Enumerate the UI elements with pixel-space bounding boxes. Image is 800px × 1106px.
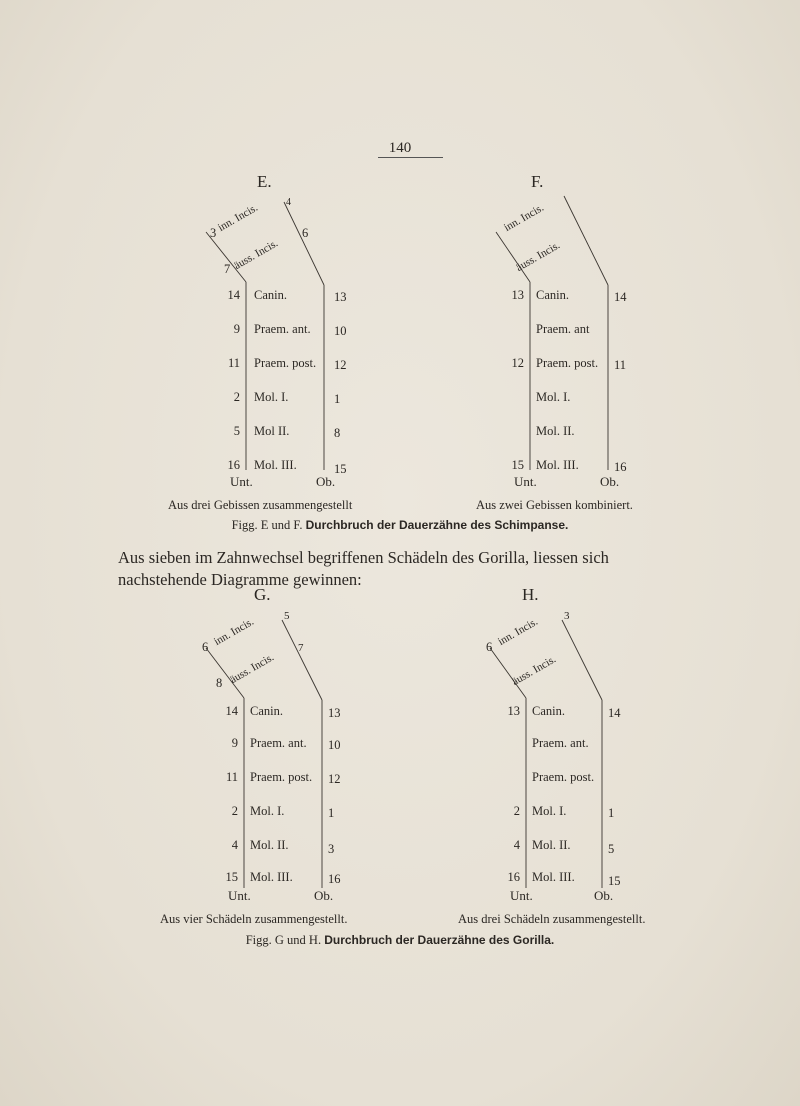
h-row-left-number: 16 bbox=[507, 870, 520, 884]
g-lower-jaw-label: Unt. bbox=[228, 888, 251, 903]
h-row-left-number: 13 bbox=[507, 704, 520, 718]
g-row-left-number: 11 bbox=[225, 770, 238, 784]
e-row-tooth-name: Praem. ant. bbox=[254, 322, 311, 336]
e-row-left-number: 9 bbox=[233, 322, 240, 336]
figure-caption-ef-title: Durchbruch der Dauerzähne des Schimpanse. bbox=[305, 518, 569, 532]
h-row-tooth-name: Praem. post. bbox=[532, 770, 595, 784]
f-row-right-number: 14 bbox=[614, 290, 627, 304]
h-row-right-number: 5 bbox=[608, 842, 615, 856]
h-row-left-number: 4 bbox=[513, 838, 520, 852]
e-row-left-number: 2 bbox=[233, 390, 240, 404]
g-upper-right-number: 5 bbox=[284, 610, 290, 622]
f-row-left-number: 12 bbox=[511, 356, 524, 370]
h-upper-right-number: 3 bbox=[564, 610, 570, 622]
h-upper-jaw-label: Ob. bbox=[594, 888, 614, 903]
figure-caption-gh-title: Durchbruch der Dauerzähne des Gorilla. bbox=[324, 933, 555, 947]
f-caption: Aus zwei Gebissen kombiniert. bbox=[476, 498, 633, 512]
f-outer-incisor-label: äuss. Incis. bbox=[514, 239, 563, 274]
diagram-h-letter: H. bbox=[522, 585, 539, 604]
e-lower-jaw-label: Unt. bbox=[230, 474, 253, 489]
h-lower-jaw-label: Unt. bbox=[510, 888, 533, 903]
g-row-tooth-name: Mol. I. bbox=[250, 804, 285, 818]
e-upper-right-slant bbox=[284, 202, 324, 285]
diagram-e-letter: E. bbox=[257, 172, 272, 191]
f-row-right-number: 11 bbox=[614, 358, 627, 372]
h-row-right-number: 15 bbox=[608, 874, 621, 888]
g-inner-incisor-label: inn. Incis. bbox=[212, 615, 256, 648]
e-inner-incisor-label: inn. Incis. bbox=[216, 201, 260, 234]
g-row-left-number: 4 bbox=[231, 838, 238, 852]
e-row-right-number: 8 bbox=[334, 426, 341, 440]
g-caption: Aus vier Schädeln zusammengestellt. bbox=[160, 912, 348, 926]
e-row-left-number: 16 bbox=[227, 458, 240, 472]
h-caption: Aus drei Schädeln zusammengestellt. bbox=[458, 912, 646, 926]
h-row-tooth-name: Praem. ant. bbox=[532, 736, 589, 750]
g-row-tooth-name: Canin. bbox=[250, 704, 283, 718]
e-outer-incisor-label: äuss. Incis. bbox=[232, 237, 281, 272]
f-row-tooth-name: Canin. bbox=[536, 288, 569, 302]
h-row-tooth-name: Canin. bbox=[532, 704, 565, 718]
diagram-g-letter: G. bbox=[254, 585, 271, 604]
figure-caption-ef bbox=[0, 518, 800, 533]
f-row-tooth-name: Mol. I. bbox=[536, 390, 571, 404]
h-inner-incisor-label: inn. Incis. bbox=[496, 615, 540, 648]
g-row-left-number: 14 bbox=[225, 704, 238, 718]
e-lower-left-number: 7 bbox=[224, 262, 231, 276]
g-row-right-number: 12 bbox=[328, 772, 341, 786]
h-row-right-number: 14 bbox=[608, 706, 621, 720]
figure-caption-ef-prefix: Figg. E und F. bbox=[231, 518, 303, 532]
e-row-right-number: 10 bbox=[334, 324, 347, 338]
e-row-left-number: 14 bbox=[227, 288, 240, 302]
e-upper-left-number: 3 bbox=[210, 226, 217, 240]
f-row-tooth-name: Praem. post. bbox=[536, 356, 599, 370]
g-row-tooth-name: Praem. ant. bbox=[250, 736, 307, 750]
e-row-tooth-name: Canin. bbox=[254, 288, 287, 302]
h-outer-incisor-label: äuss. Incis. bbox=[510, 653, 559, 688]
g-row-right-number: 16 bbox=[328, 872, 341, 886]
f-row-tooth-name: Mol. III. bbox=[536, 458, 579, 472]
e-row-tooth-name: Mol. III. bbox=[254, 458, 297, 472]
h-row-right-number: 1 bbox=[608, 806, 615, 820]
g-row-left-number: 2 bbox=[231, 804, 238, 818]
g-row-right-number: 3 bbox=[328, 842, 335, 856]
h-upper-left-number: 6 bbox=[486, 640, 493, 654]
g-row-tooth-name: Mol. III. bbox=[250, 870, 293, 884]
h-row-tooth-name: Mol. II. bbox=[532, 838, 571, 852]
h-row-left-number: 2 bbox=[513, 804, 520, 818]
e-row-right-number: 1 bbox=[334, 392, 341, 406]
e-caption: Aus drei Gebissen zusammengestellt bbox=[168, 498, 353, 512]
g-row-right-number: 13 bbox=[328, 706, 341, 720]
figure-caption-gh bbox=[0, 933, 800, 948]
f-row-left-number: 13 bbox=[511, 288, 524, 302]
e-lower-right-number: 6 bbox=[302, 226, 309, 240]
g-upper-jaw-label: Ob. bbox=[314, 888, 334, 903]
e-row-right-number: 13 bbox=[334, 290, 347, 304]
f-row-tooth-name: Mol. II. bbox=[536, 424, 575, 438]
g-row-right-number: 10 bbox=[328, 738, 341, 752]
page-number: 140 bbox=[388, 140, 412, 156]
g-row-left-number: 9 bbox=[231, 736, 238, 750]
g-lower-left-number: 8 bbox=[216, 676, 223, 690]
g-row-right-number: 1 bbox=[328, 806, 335, 820]
h-row-tooth-name: Mol. III. bbox=[532, 870, 575, 884]
e-upper-jaw-label: Ob. bbox=[316, 474, 336, 489]
g-row-left-number: 15 bbox=[225, 870, 238, 884]
g-row-tooth-name: Praem. post. bbox=[250, 770, 313, 784]
f-lower-jaw-label: Unt. bbox=[514, 474, 537, 489]
e-row-right-number: 12 bbox=[334, 358, 347, 372]
e-row-right-number: 15 bbox=[334, 462, 347, 476]
h-row-tooth-name: Mol. I. bbox=[532, 804, 567, 818]
body-paragraph: Aus sieben im Zahnwechsel begriffenen Schädeln des Gorilla, liessen sich nachstehende Diagramme gewinnen: bbox=[118, 548, 609, 589]
f-row-left-number: 15 bbox=[511, 458, 524, 472]
g-lower-right-number: 7 bbox=[298, 642, 304, 654]
e-row-left-number: 5 bbox=[233, 424, 240, 438]
f-inner-incisor-label: inn. Incis. bbox=[502, 201, 546, 234]
e-row-tooth-name: Mol. I. bbox=[254, 390, 289, 404]
e-upper-right-number: 4 bbox=[286, 197, 291, 208]
f-row-right-number: 16 bbox=[614, 460, 627, 474]
diagram-f-letter: F. bbox=[531, 172, 544, 191]
e-row-tooth-name: Praem. post. bbox=[254, 356, 317, 370]
e-row-left-number: 11 bbox=[227, 356, 240, 370]
g-outer-incisor-label: äuss. Incis. bbox=[228, 651, 277, 686]
f-row-tooth-name: Praem. ant bbox=[536, 322, 590, 336]
g-upper-left-number: 6 bbox=[202, 640, 209, 654]
e-row-tooth-name: Mol II. bbox=[254, 424, 290, 438]
g-row-tooth-name: Mol. II. bbox=[250, 838, 289, 852]
f-upper-jaw-label: Ob. bbox=[600, 474, 620, 489]
figure-caption-gh-prefix: Figg. G und H. bbox=[245, 933, 322, 947]
